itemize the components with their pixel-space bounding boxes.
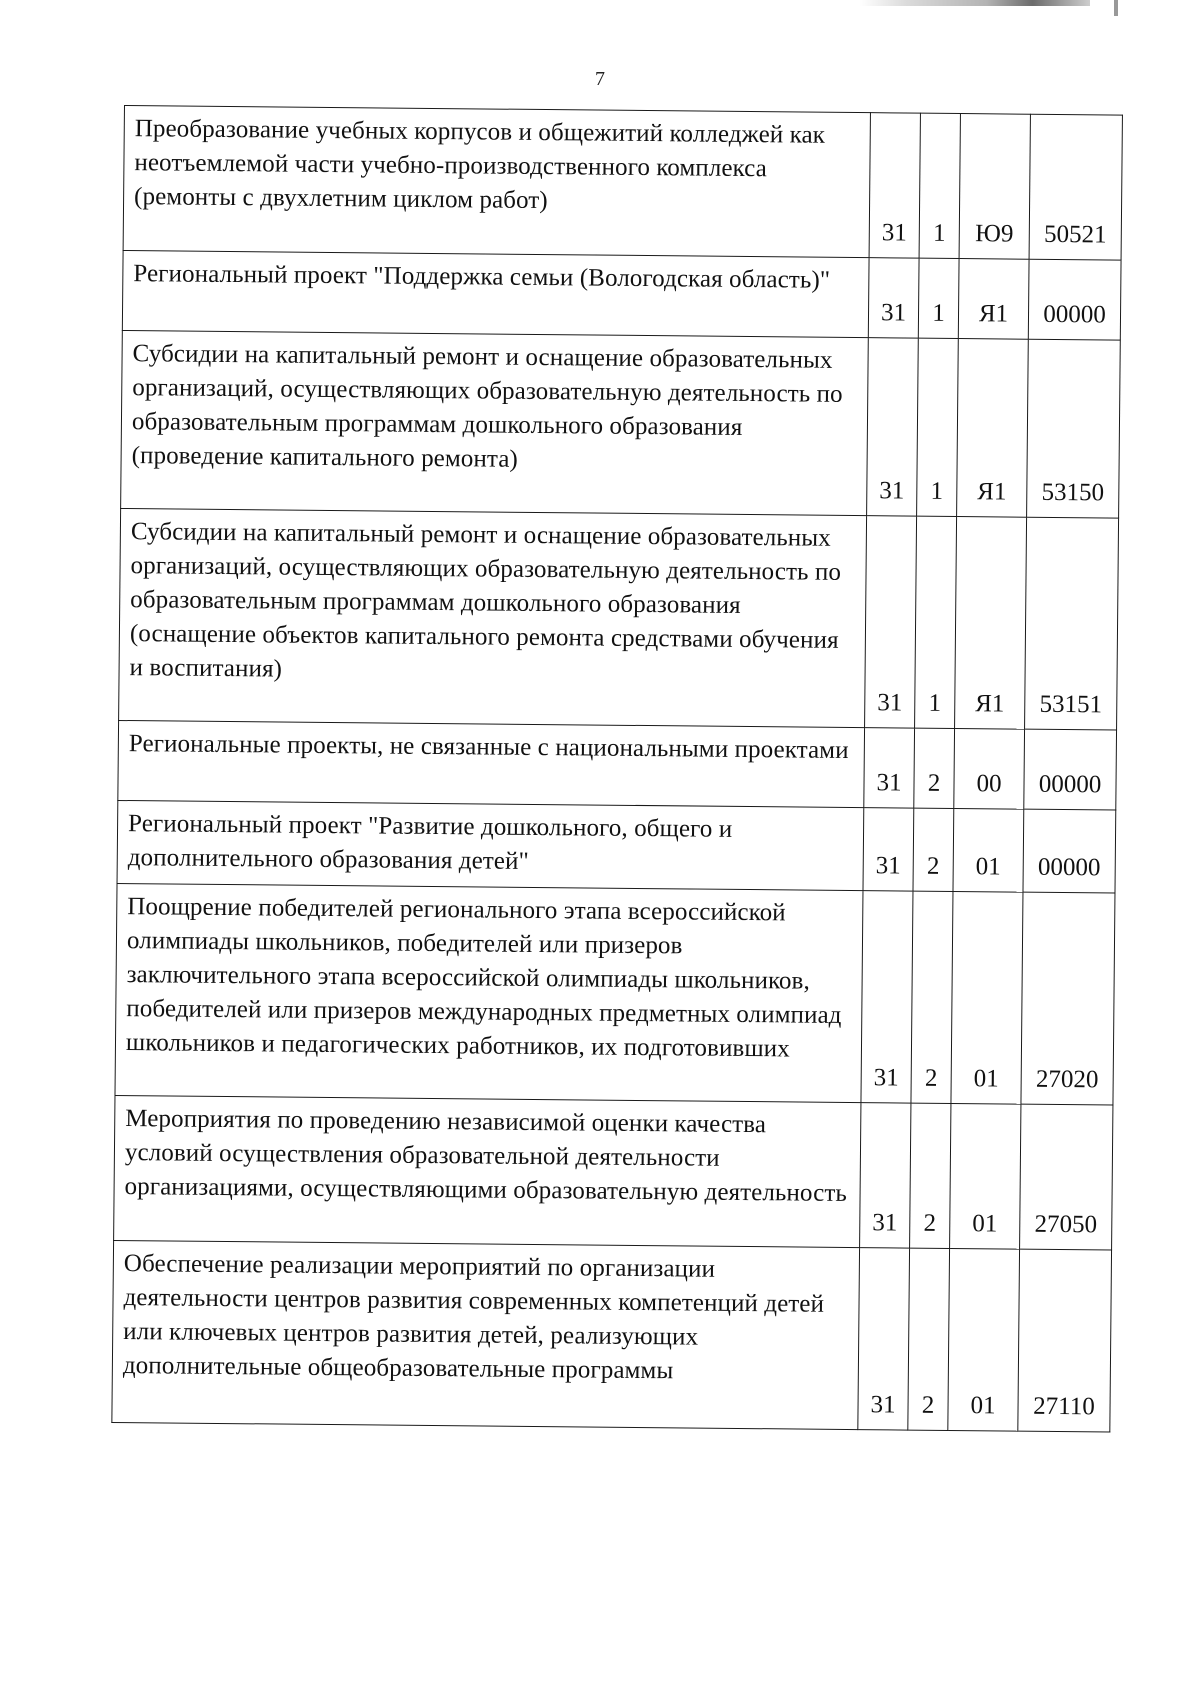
code-program: 31 bbox=[867, 338, 919, 516]
budget-classification-table bbox=[111, 105, 1123, 1433]
row-name: Обеспечение реализации мероприятий по организации деятельности центров развития современных компетенций детей или ключевых центров развития детей, реализующих дополнительные общеобразовательные программы bbox=[112, 1240, 860, 1429]
row-name: Субсидии на капитальный ремонт и оснащение образовательных организаций, осуществляющих образовательную деятельность по образовательным программам дошкольного образования (проведение капитального ремонта) bbox=[121, 330, 869, 515]
page-number: 7 bbox=[595, 68, 605, 90]
code-subprogram: 1 bbox=[917, 338, 959, 516]
table-row bbox=[121, 330, 1121, 518]
code-subprogram: 2 bbox=[910, 1103, 951, 1248]
code-direction: 53150 bbox=[1027, 339, 1121, 518]
code-program: 31 bbox=[860, 1103, 911, 1248]
row-name: Региональные проекты, не связанные с национальными проектами bbox=[118, 720, 865, 807]
table-row bbox=[117, 800, 1116, 893]
table-row bbox=[122, 250, 1121, 340]
code-project: 00 bbox=[954, 729, 1025, 810]
table-row bbox=[114, 1095, 1113, 1250]
code-program: 31 bbox=[863, 808, 914, 891]
scan-artifact-small bbox=[1114, 0, 1118, 16]
code-subprogram: 1 bbox=[919, 113, 960, 258]
code-subprogram: 2 bbox=[911, 891, 953, 1103]
code-program: 31 bbox=[865, 516, 917, 728]
code-direction: 27110 bbox=[1018, 1249, 1112, 1432]
row-name: Мероприятия по проведению независимой оценки качества условий осуществления образовательной деятельности организациями, осуществляющими образовательную деятельность bbox=[114, 1095, 861, 1247]
code-direction: 00000 bbox=[1024, 729, 1117, 810]
scan-artifact bbox=[860, 0, 1090, 6]
row-name: Поощрение победителей регионального этапа всероссийской олимпиады школьников, победителей или призеров заключительного этапа всероссийской олимпиады школьников, победителей или призеров международных предметных олимпиад школьников и педагогических работников, их подготовивших bbox=[115, 883, 863, 1102]
code-direction: 00000 bbox=[1023, 809, 1116, 893]
code-project: 01 bbox=[953, 808, 1024, 892]
table-row bbox=[118, 720, 1117, 810]
code-project: Ю9 bbox=[959, 114, 1030, 260]
code-subprogram: 2 bbox=[908, 1248, 950, 1430]
code-subprogram: 2 bbox=[914, 728, 955, 808]
code-program: 31 bbox=[864, 728, 915, 808]
code-subprogram: 1 bbox=[915, 516, 957, 728]
code-program: 31 bbox=[869, 113, 920, 258]
table-row bbox=[115, 883, 1115, 1105]
code-direction: 53151 bbox=[1025, 517, 1119, 730]
code-program: 31 bbox=[861, 891, 913, 1103]
code-project: Я1 bbox=[957, 339, 1029, 518]
table-row bbox=[112, 1240, 1112, 1432]
code-project: 01 bbox=[950, 1103, 1021, 1249]
row-name: Преобразование учебных корпусов и общежитий колледжей как неотъемлемой части учебно-производственного комплекса (ремонты с двухлетним циклом работ) bbox=[123, 106, 870, 258]
code-direction: 00000 bbox=[1028, 259, 1121, 340]
code-direction: 50521 bbox=[1029, 114, 1122, 260]
table-row bbox=[119, 508, 1119, 730]
row-name: Субсидии на капитальный ремонт и оснащение образовательных организаций, осуществляющих образовательную деятельность по образовательным программам дошкольного образования (оснащение объектов капитального ремонта средствами обучения и воспитания) bbox=[119, 508, 867, 727]
code-program: 31 bbox=[868, 258, 919, 338]
code-program: 31 bbox=[858, 1248, 910, 1430]
code-direction: 27020 bbox=[1021, 892, 1115, 1105]
row-name: Региональный проект "Поддержка семьи (Вологодская область)" bbox=[122, 250, 869, 337]
code-direction: 27050 bbox=[1020, 1104, 1113, 1250]
code-project: 01 bbox=[948, 1248, 1020, 1431]
code-subprogram: 2 bbox=[913, 808, 954, 891]
code-project: 01 bbox=[951, 891, 1023, 1104]
code-subprogram: 1 bbox=[918, 258, 959, 338]
table-row bbox=[123, 106, 1122, 261]
row-name: Региональный проект "Развитие дошкольного, общего и дополнительного образования детей" bbox=[117, 800, 864, 890]
code-project: Я1 bbox=[958, 259, 1029, 340]
code-project: Я1 bbox=[955, 517, 1027, 730]
